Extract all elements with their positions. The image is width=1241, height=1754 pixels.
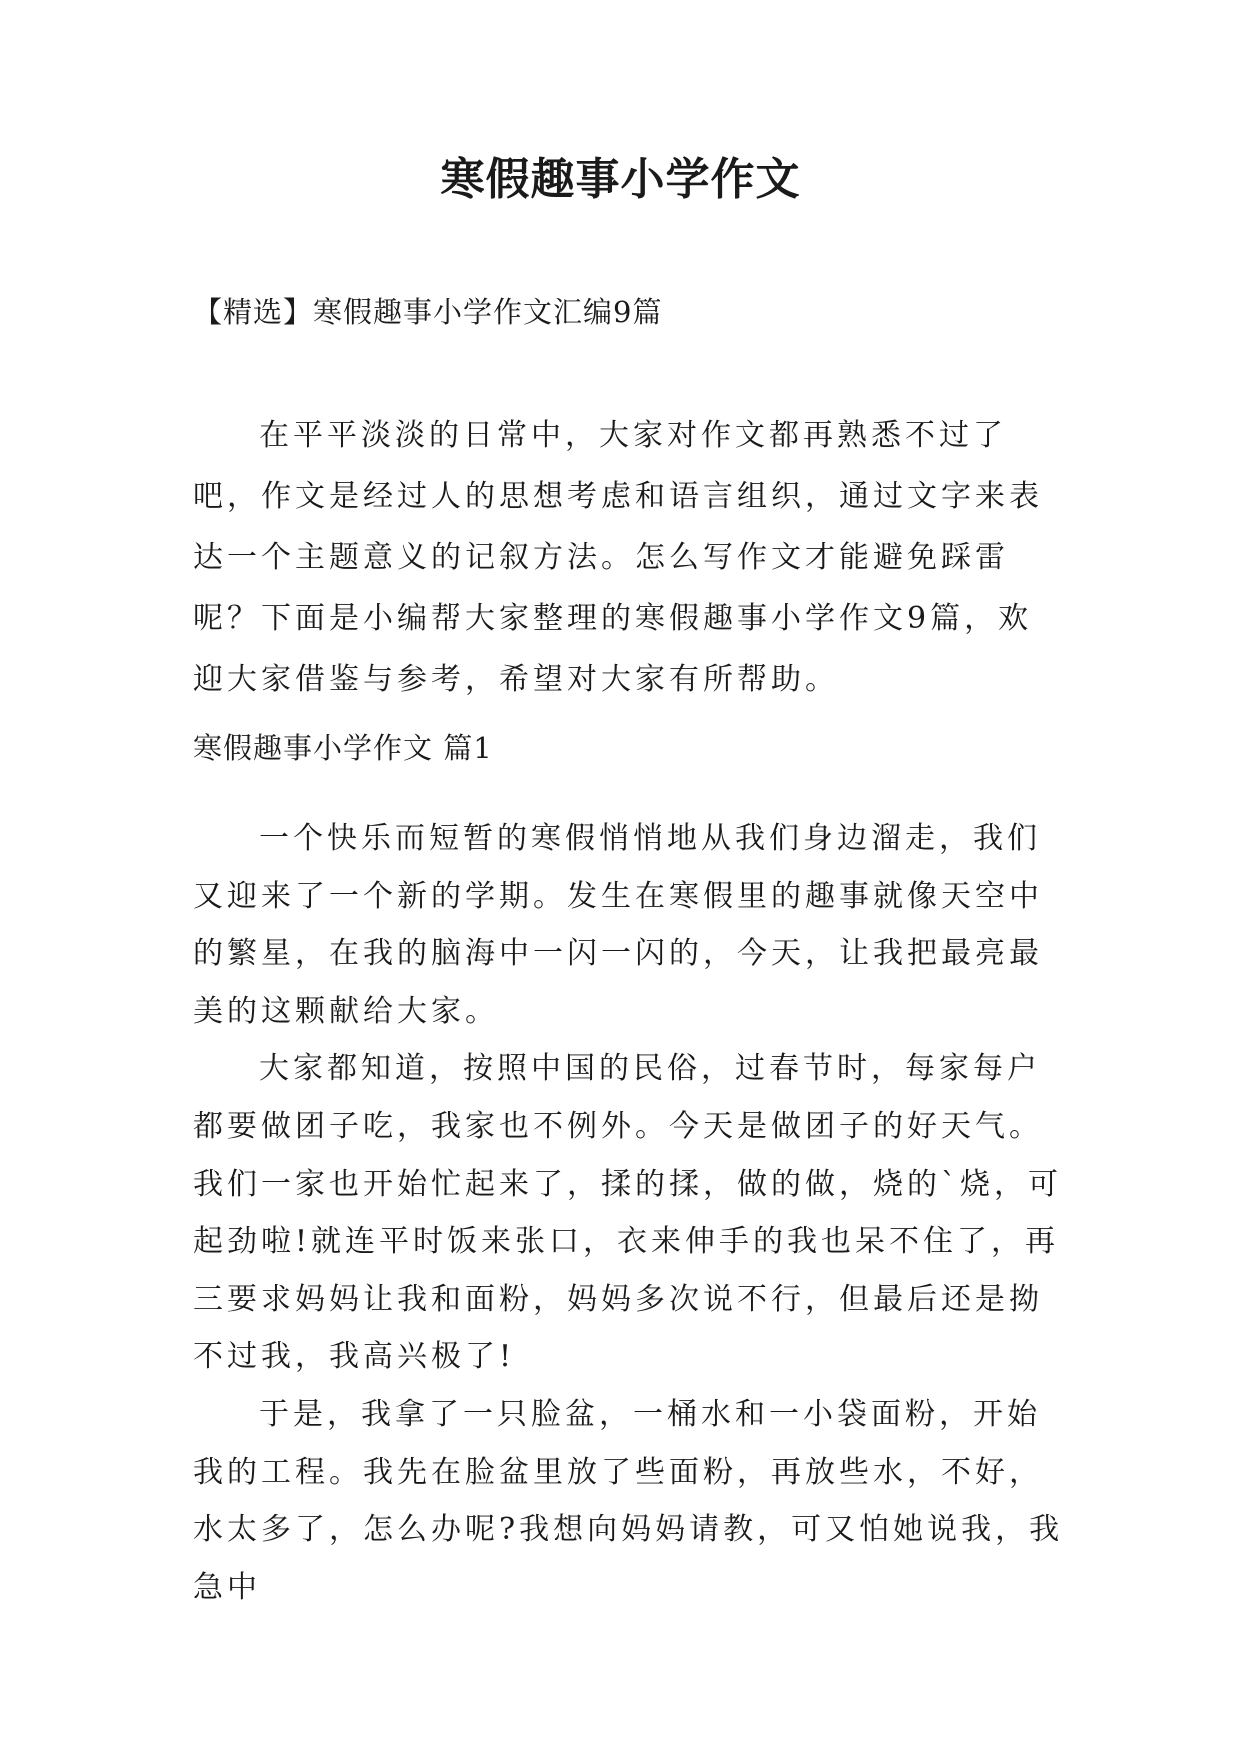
essay-paragraph: 大家都知道，按照中国的民俗，过春节时，每家每户都要做团子吃，我家也不例外。今天是做团子的好天气。我们一家也开始忙起来了，揉的揉，做的做，烧的`烧，可起劲啦!就连平时饭来张口，衣来伸手的我也呆不住了，再三要求妈妈让我和面粉，妈妈多次说不行，但最后还是拗不过我，我高兴极了! <box>193 1051 1062 1375</box>
essay-paragraph: 一个快乐而短暂的寒假悄悄地从我们身边溜走，我们又迎来了一个新的学期。发生在寒假里的趣事就像天空中的繁星，在我的脑海中一闪一闪的，今天，让我把最亮最美的这颗献给大家。 <box>193 821 1043 1029</box>
section-heading: 寒假趣事小学作文 篇1 <box>193 731 493 765</box>
essay-body <box>193 810 1065 1616</box>
essay-paragraph: 于是，我拿了一只脸盆，一桶水和一小袋面粉，开始我的工程。我先在脸盆里放了些面粉，再放些水，不好，水太多了，怎么办呢?我想向妈妈请教，可又怕她说我，我急中 <box>193 1396 1064 1605</box>
document-title: 寒假趣事小学作文 <box>440 154 801 205</box>
intro-paragraph: 在平平淡淡的日常中，大家对作文都再熟悉不过了吧，作文是经过人的思想考虑和语言组织，通过文字来表达一个主题意义的记叙方法。怎么写作文才能避免踩雷呢？下面是小编帮大家整理的寒假趣事小学作文9篇，欢迎大家借鉴与参考，希望对大家有所帮助。 <box>193 418 1043 697</box>
document-subtitle: 【精选】寒假趣事小学作文汇编9篇 <box>193 295 663 329</box>
